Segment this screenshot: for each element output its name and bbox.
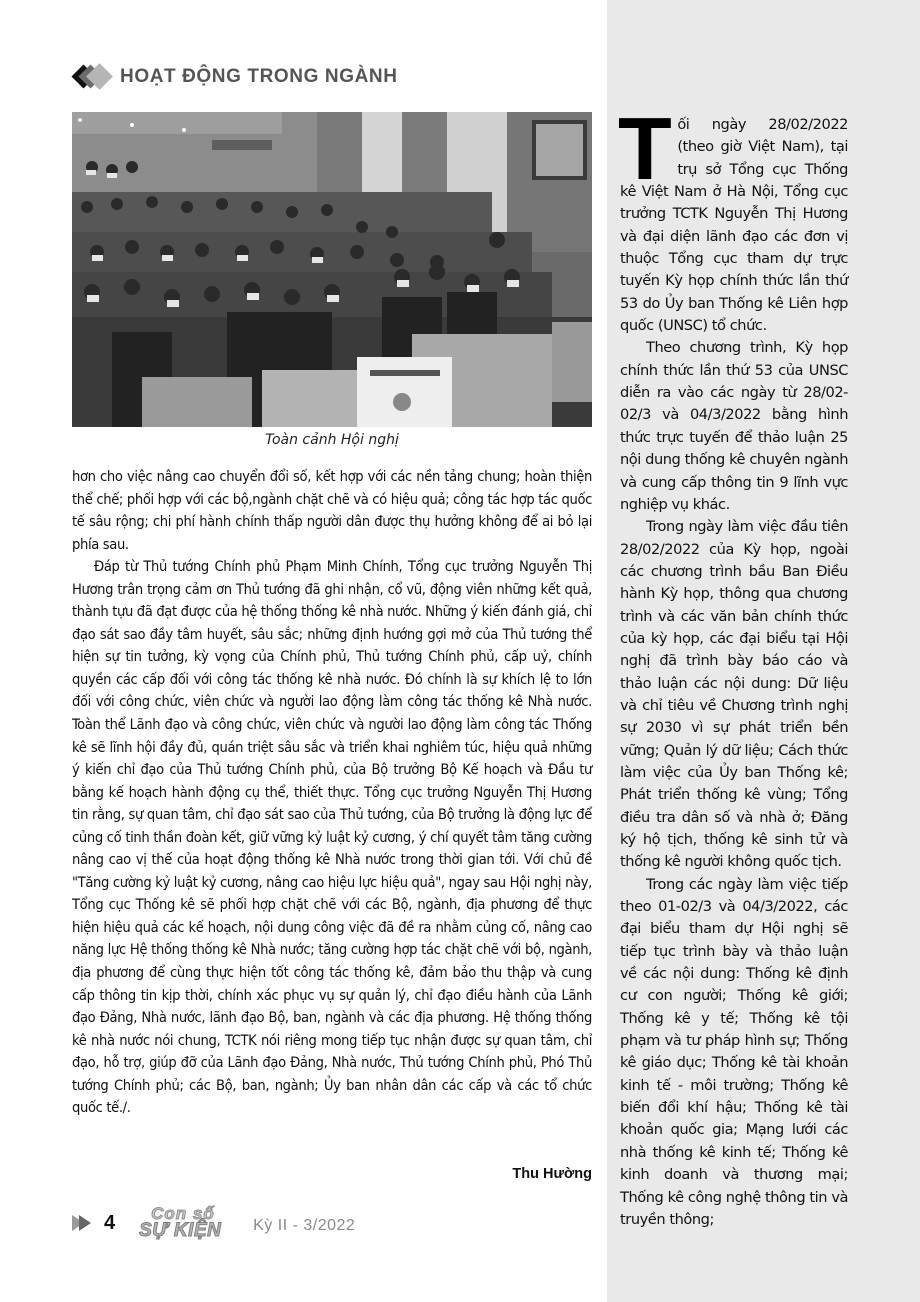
author-byline: Thu Hường	[512, 1166, 592, 1182]
drop-cap: T	[618, 99, 672, 198]
logo-top-text: Con số	[151, 1204, 215, 1223]
conference-photo	[72, 112, 592, 427]
article-paragraph: Đáp từ Thủ tướng Chính phủ Phạm Minh Chính, Tổng cục trưởng Nguyễn Thị Hương trân trọng cảm ơn Thủ tướng đã ghi nhận, cổ vũ, động viên những kết quả, thành tựu đã đạt được của hệ thống thống kê nhà nước. Những ý kiến đánh giá, chỉ đạo sát sao đầy tâm huyết, sâu sắc; những định hướng gợi mở của Thủ tướng thể hiện sự tin tưởng, kỳ vọng của Chính phủ, Thủ tướng Chính phủ, cấp uỷ, chính quyền các cấp đối với công tác thống kê nhà nước. Đó chính là sự khích lệ to lớn đối với công chức, viên chức và người lao động làm công tác thống kê Nhà nước. Toàn thể Lãnh đạo và công chức, viên chức và người lao động làm công tác Thống kê sẽ lĩnh hội đầy đủ, quán triệt sâu sắc và triển khai nghiêm túc, hiệu quả những ý kiến chỉ đạo của Thủ tướng Chính phủ, của Bộ trưởng Bộ Kế hoạch và Đầu tư bằng kế hoạch hành động cụ thể, thiết thực. Tổng cục trưởng Nguyễn Thị Hương tin rằng, sự quan tâm, chỉ đạo sát sao của Thủ tướng, của Bộ trưởng là động lực để củng cố tinh thần đoàn kết, giữ vững kỷ luật kỷ cương, ý chí quyết tâm tăng cường nâng cao vị thế của hoạt động thống kê Nhà nước trong thời gian tới. Với chủ đề "Tăng cường kỷ luật kỷ cương, nâng cao hiệu lực hiệu quả", ngay sau Hội nghị này, Tổng cục Thống kê sẽ phối hợp chặt chẽ với các Bộ, ngành, địa phương để thực hiện hiệu quả các kế hoạch, nội dung công việc đã đề ra nhằm củng cố, nâng cao năng lực Hệ thống thống kê Nhà nước; tăng cường hợp tác chặt chẽ với bộ, ngành, địa phương để cùng thực hiện tốt công tác thống kê, đảm bảo thu thập và cung cấp thông tin kịp thời, chính xác phục vụ sự quản lý, chỉ đạo điều hành của Lãnh đạo Đảng, Nhà nước, lãnh đạo Bộ, ban, ngành và các địa phương. Hệ thống thống kê nhà nước nói chung, TCTK nói riêng mong tiếp tục nhận được sự quan tâm, chỉ đạo, hỗ trợ, giúp đỡ của Lãnh đạo Đảng, Nhà nước, Thủ tướng Chính phủ, Phó Thủ tướng Chính phủ; các Bộ, ban, ngành; Ủy ban nhân dân các cấp và các tổ chức quốc tế./.	[72, 558, 592, 1117]
double-arrow-icon	[70, 1213, 96, 1233]
conference-photo-illustration	[72, 112, 592, 427]
sidebar-paragraph-text: ối ngày 28/02/2022 (theo giờ Việt Nam), tại trụ sở Tổng cục Thống kê Việt Nam ở Hà Nội, Tổng cục trưởng TCTK Nguyễn Thị Hương và đại diện lãnh đạo các đơn vị thuộc Tổng cục tham dự trực tuyến Kỳ họp chính thức lần thứ 53 do Ủy ban Thống kê Liên hợp quốc (UNSC) tổ chức.	[620, 116, 848, 335]
photo-caption: Toàn cảnh Hội nghị	[265, 432, 399, 448]
section-header	[70, 62, 398, 92]
sidebar-paragraph: Trong ngày làm việc đầu tiên 28/02/2022 của Kỳ họp, ngoài các chương trình bầu Ban Điều hành Kỳ họp, thông qua chương trình và các văn bản chính thức của kỳ họp, các đại biểu tại Hội nghị đã trình bày báo cáo và thảo luận các nội dung: Dữ liệu và chỉ tiêu về Chương trình nghị sự 2030 vì sự phát triển bền vững; Quản lý dữ liệu; Cách thức làm việc của Ủy ban Thống kê; Phát triển thống kê vùng; Tổng điều tra dân số và nhà ở; Đăng ký hộ tịch, thống kê sinh tử và thống kê người không quốc tịch.	[620, 518, 848, 871]
section-title: HOẠT ĐỘNG TRONG NGÀNH	[120, 66, 398, 87]
issue-label: Kỳ II - 3/2022	[253, 1217, 356, 1234]
page-footer	[70, 1205, 355, 1241]
magazine-logo	[137, 1206, 249, 1240]
sidebar-paragraph	[618, 99, 848, 337]
page-number: 4	[104, 1211, 116, 1234]
logo-bottom-text: SỰ KIỆN	[139, 1220, 222, 1241]
article-paragraph: hơn cho việc nâng cao chuyển đổi số, kết hợp với các nền tảng chung; hoàn thiện thể chế; phối hợp với các bộ,ngành chặt chẽ và có hiệu quả; công tác hợp tác quốc tế sâu rộng; chi phí hành chính thấp người dân được thụ hưởng không để ai bỏ lại phía sau.	[72, 468, 592, 553]
main-article-body	[72, 466, 592, 1120]
sidebar-paragraph: Trong các ngày làm việc tiếp theo 01-02/3 và 04/3/2022, các đại biểu tham dự Hội nghị sẽ tiếp tục trình bày và thảo luận về các nội dung: Thống kê định cư con người; Thống kê giới; Thống kê y tế; Thống kê tội phạm và tư pháp hình sự; Thống kê giáo dục; Thống kê tài khoản kinh tế - môi trường; Thống kê biến đổi khí hậu; Thống kê tài khoản quốc gia; Mạng lưới các nhà thống kê kinh tế; Thống kê kinh doanh và thương mại; Thống kê công nghệ thông tin và truyền thông;	[620, 875, 848, 1228]
chevron-stack-icon	[70, 62, 118, 92]
sidebar-article-body	[618, 99, 848, 1231]
sidebar-paragraph: Theo chương trình, Kỳ họp chính thức lần thứ 53 của UNSC diễn ra vào các ngày từ 28/02-02/3 và 04/3/2022 bằng hình thức trực tuyến để thảo luận 25 nội dung thống kê chuyên ngành và cung cấp thông tin 9 lĩnh vực nghiệp vụ khác.	[620, 339, 848, 513]
